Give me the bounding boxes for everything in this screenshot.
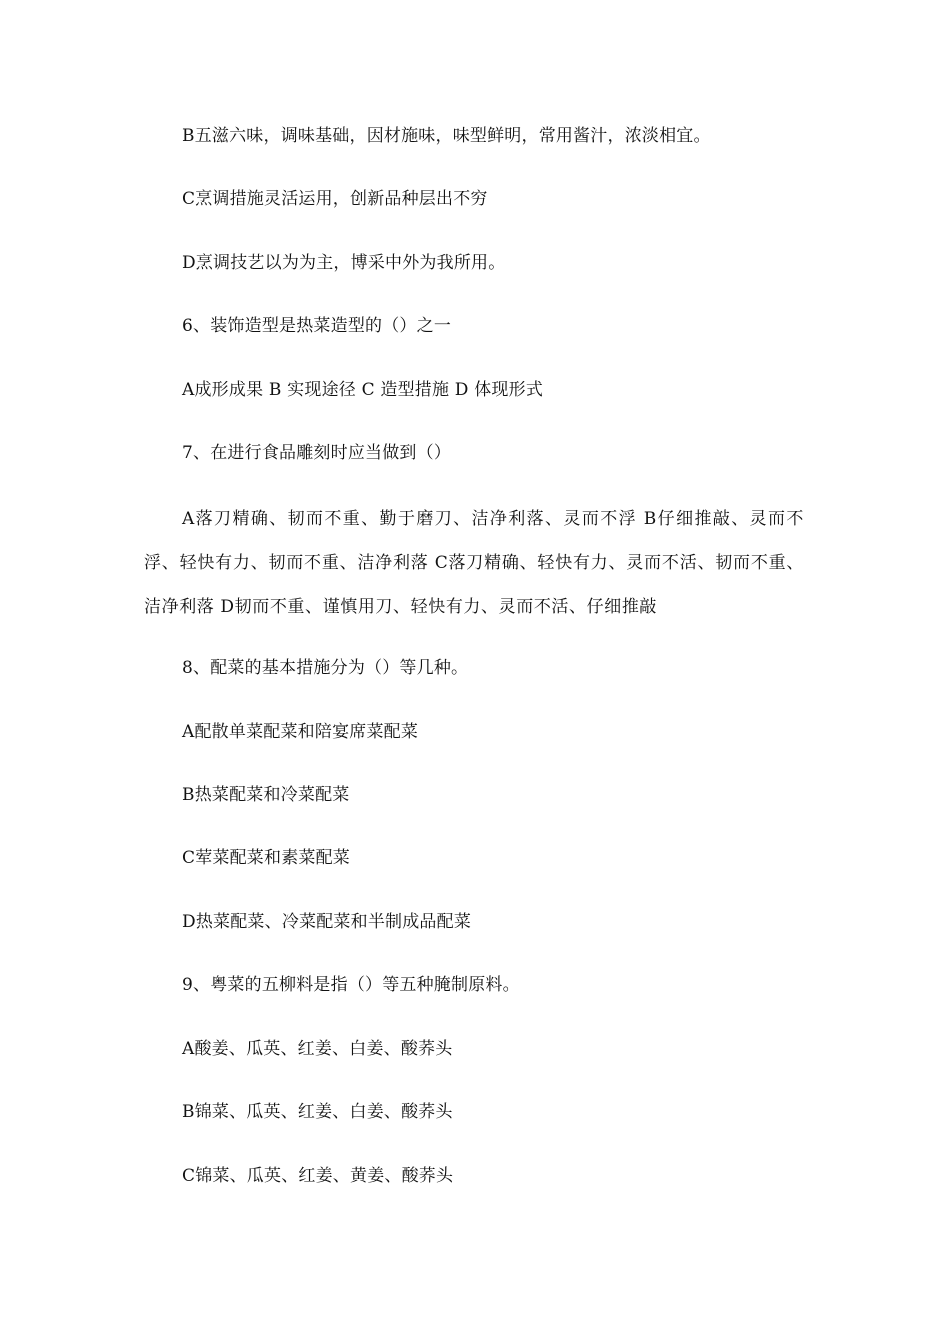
option-line-q5-b: B五滋六味，调味基础，因材施味，味型鲜明，常用酱汁，浓淡相宜。 bbox=[182, 126, 711, 146]
option-line-q5-d: D烹调技艺以为为主，博采中外为我所用。 bbox=[182, 253, 506, 273]
option-line-q9-b: B锦菜、瓜英、红姜、白姜、酸荞头 bbox=[182, 1102, 453, 1122]
option-line-q8-a: A配散单菜配菜和陪宴席菜配菜 bbox=[182, 722, 419, 742]
options-q7-paragraph: A落刀精确、韧而不重、勤于磨刀、洁净利落、灵而不浮 B仔细推敲、灵而不浮、轻快有力、韧而不重、洁净利落 C落刀精确、轻快有力、灵而不活、韧而不重、洁净利落 D韧而不重、谨慎用刀、轻快有力、灵而不活、仔细推敲 bbox=[144, 509, 804, 617]
question-8: 8、配菜的基本措施分为（）等几种。 bbox=[182, 658, 469, 678]
question-7: 7、在进行食品雕刻时应当做到（） bbox=[182, 443, 452, 463]
option-line-q9-a: A酸姜、瓜英、红姜、白姜、酸荞头 bbox=[182, 1039, 453, 1059]
option-line-q8-c: C荤菜配菜和素菜配菜 bbox=[182, 848, 351, 868]
option-line-q9-c: C锦菜、瓜英、红姜、黄姜、酸荞头 bbox=[182, 1166, 454, 1186]
question-6: 6、装饰造型是热菜造型的（）之一 bbox=[182, 316, 452, 336]
option-line-q8-b: B热菜配菜和冷菜配菜 bbox=[182, 785, 350, 805]
option-line-q8-d: D热菜配菜、冷菜配菜和半制成品配菜 bbox=[182, 912, 472, 932]
question-9: 9、粤菜的五柳料是指（）等五种腌制原料。 bbox=[182, 975, 520, 995]
option-line-q5-c: C烹调措施灵活运用，创新品种层出不穷 bbox=[182, 189, 488, 209]
options-q6: A成形成果 B 实现途径 C 造型措施 D 体现形式 bbox=[182, 380, 544, 400]
